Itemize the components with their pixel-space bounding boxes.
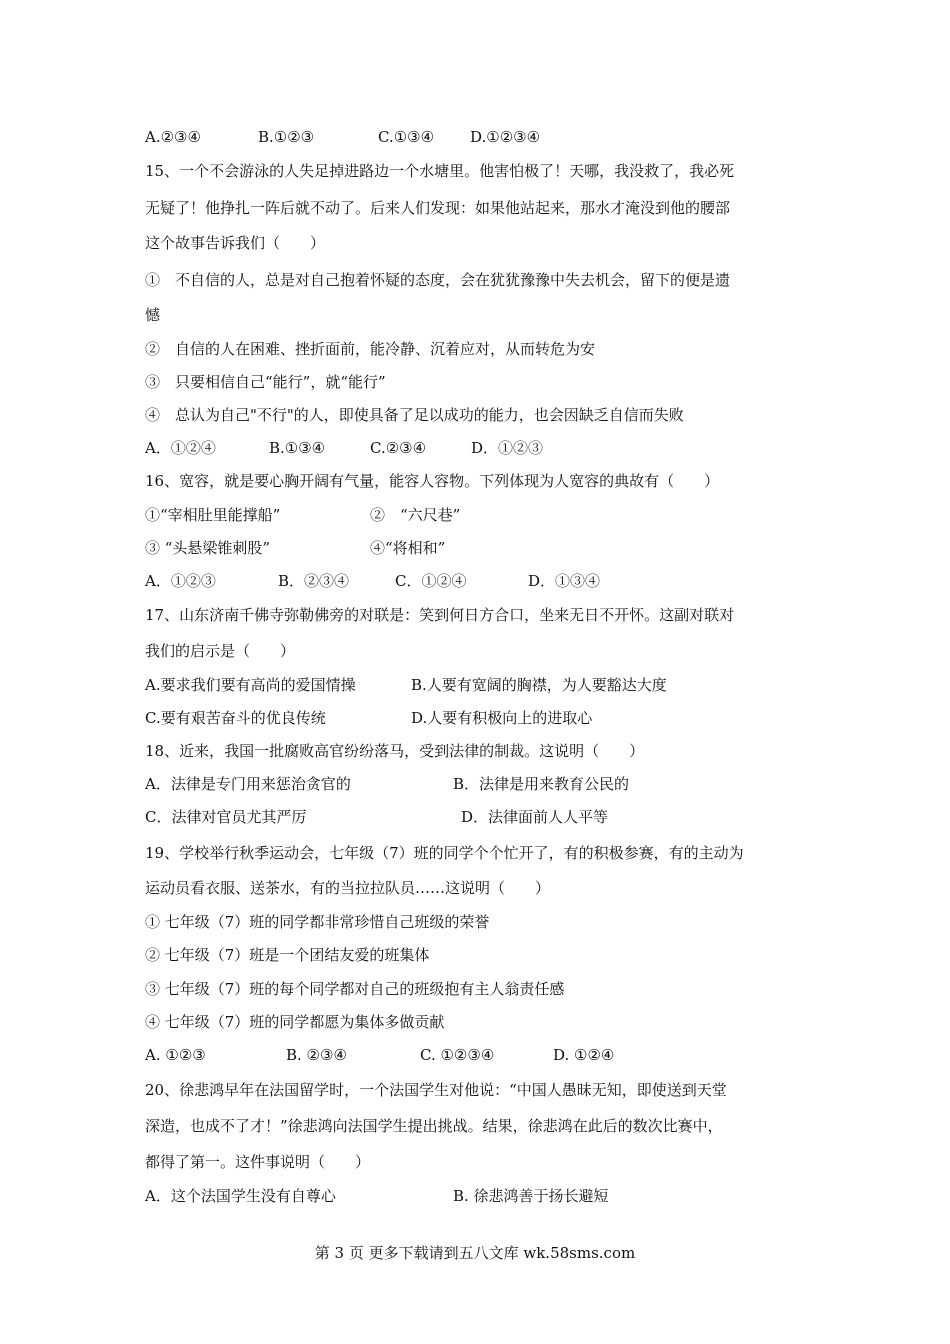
q20-option-b: B. 徐悲鸿善于扬长避短 (453, 1187, 609, 1205)
q15-stem-line-1: 15、一个不会游泳的人失足掉进路边一个水塘里。他害怕极了！天哪，我没救了，我必死 (145, 162, 735, 180)
q18-option-c: C．法律对官员尤其严厉 (145, 808, 307, 826)
q16-option-a: A．①②③ (145, 572, 216, 590)
page-footer: 第 3 页 更多下载请到五八文库 wk.58sms.com (314, 1244, 636, 1262)
q15-option-c: C.②③④ (370, 439, 427, 457)
q15-statement-2: ② 自信的人在困难、挫折面前，能冷静、沉着应对，从而转危为安 (145, 340, 596, 358)
q17-stem-line-1: 17、山东济南千佛寺弥勒佛旁的对联是：笑到何日方合口，坐来无日不开怀。这副对联对 (145, 606, 735, 624)
q16-option-b: B．②③④ (278, 572, 350, 590)
q18-option-d: D．法律面前人人平等 (461, 808, 609, 826)
q19-option-a: A. ①②③ (145, 1046, 206, 1064)
q20-stem-line-2: 深造，也成不了才！”徐悲鸿向法国学生提出挑战。结果，徐悲鸿在此后的数次比赛中， (145, 1117, 723, 1135)
q16-option-c: C．①②④ (395, 572, 467, 590)
prev-option-d: D.①②③④ (470, 128, 541, 146)
q15-stem-line-2: 无疑了！他挣扎一阵后就不动了。后来人们发现：如果他站起来，那水才淹没到他的腰部 (145, 199, 731, 217)
q19-statement-2: ② 七年级（7）班是一个团结友爱的班集体 (145, 946, 430, 964)
q19-statement-3: ③ 七年级（7）班的每个同学都对自己的班级抱有主人翁责任感 (145, 980, 565, 998)
prev-option-a: A.②③④ (145, 128, 201, 146)
prev-option-b: B.①②③ (258, 128, 315, 146)
q15-stem-line-3: 这个故事告诉我们（ ） (145, 234, 326, 252)
q20-option-a: A．这个法国学生没有自尊心 (145, 1187, 336, 1205)
q19-statement-1: ① 七年级（7）班的同学都非常珍惜自己班级的荣誉 (145, 913, 490, 931)
q17-stem-line-2: 我们的启示是（ ） (145, 642, 296, 660)
q17-option-b: B.人要有宽阔的胸襟，为人要豁达大度 (411, 676, 667, 694)
q19-option-b: B. ②③④ (286, 1046, 347, 1064)
q15-statement-1: ① 不自信的人，总是对自己抱着怀疑的态度，会在犹犹豫豫中失去机会，留下的便是遗 (145, 271, 731, 289)
q17-option-d: D.人要有积极向上的进取心 (411, 709, 593, 727)
q19-statement-4: ④ 七年级（7）班的同学都愿为集体多做贡献 (145, 1013, 445, 1031)
q16-item-2: ② “六尺巷” (370, 506, 461, 524)
q15-option-d: D．①②③ (471, 439, 544, 457)
q17-option-a: A.要求我们要有高尚的爱国情操 (145, 676, 356, 694)
q15-statement-1-cont: 憾 (145, 306, 161, 324)
q15-statement-3: ③ 只要相信自己“能行”，就“能行” (145, 373, 386, 391)
prev-option-c: C.①③④ (378, 128, 435, 146)
q19-option-d: D. ①②④ (553, 1046, 615, 1064)
q15-option-b: B.①③④ (269, 439, 326, 457)
q20-stem-line-1: 20、徐悲鸿早年在法国留学时，一个法国学生对他说：“中国人愚昧无知，即使送到天堂 (145, 1081, 727, 1099)
q17-option-c: C.要有艰苦奋斗的优良传统 (145, 709, 326, 727)
q19-stem-line-2: 运动员看衣服、送茶水，有的当拉拉队员……这说明（ ） (145, 879, 551, 897)
q16-option-d: D．①③④ (528, 572, 601, 590)
q20-stem-line-3: 都得了第一。这件事说明（ ） (145, 1153, 371, 1171)
q16-item-1: ①“宰相肚里能撑船” (145, 506, 281, 524)
q16-item-3: ③ “头悬梁锥刺股” (145, 539, 271, 557)
q18-option-b: B．法律是用来教育公民的 (453, 775, 630, 793)
q19-option-c: C. ①②③④ (420, 1046, 495, 1064)
q16-stem: 16、宽容，就是要心胸开阔有气量，能容人容物。下列体现为人宽容的典故有（ ） (145, 472, 720, 490)
q18-option-a: A．法律是专门用来惩治贪官的 (145, 775, 351, 793)
q15-statement-4: ④ 总认为自己"不行"的人，即使具备了足以成功的能力，也会因缺乏自信而失败 (145, 406, 684, 424)
q16-item-4: ④“将相和” (370, 539, 446, 557)
q18-stem: 18、近来，我国一批腐败高官纷纷落马，受到法律的制裁。这说明（ ） (145, 742, 645, 760)
q15-option-a: A．①②④ (145, 439, 216, 457)
q19-stem-line-1: 19、学校举行秋季运动会，七年级（7）班的同学个个忙开了，有的积极参赛，有的主动为 (145, 844, 744, 862)
